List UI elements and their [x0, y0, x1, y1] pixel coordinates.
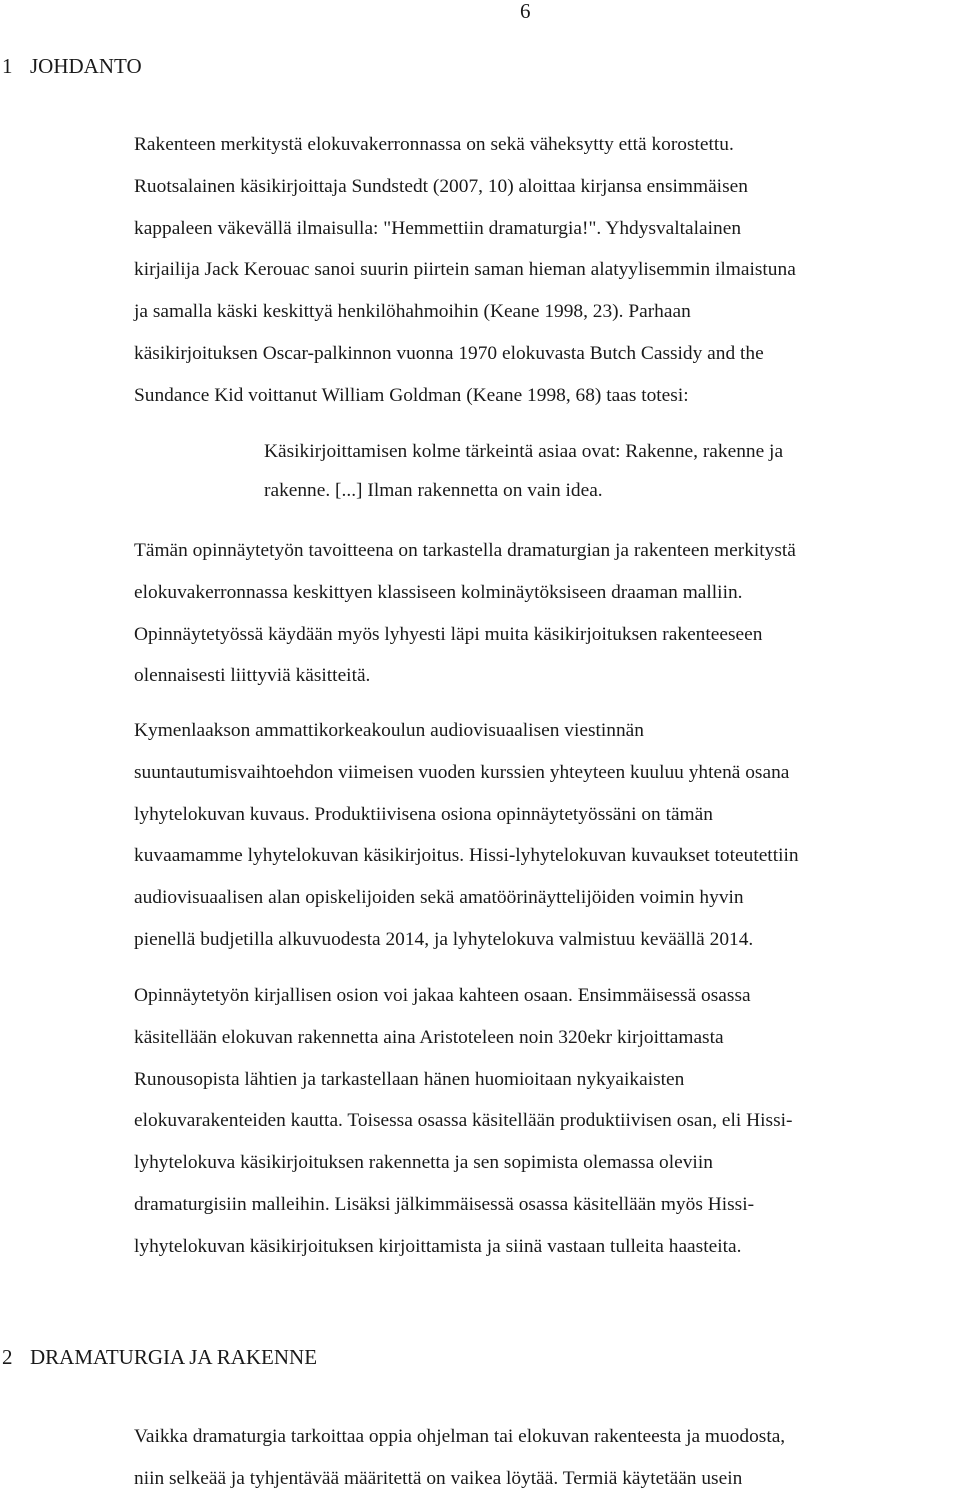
text-line: lyhytelokuva käsikirjoituksen rakennetta ja sen sopimista olemassa oleviin — [134, 1152, 713, 1174]
quote-line: rakenne. [...] Ilman rakennetta on vain idea. — [264, 480, 603, 501]
page-number: 6 — [520, 0, 531, 23]
text-line: käsikirjoituksen Oscar-palkinnon vuonna 1970 elokuvasta Butch Cassidy and the — [134, 342, 764, 364]
text-line: Kymenlaakson ammattikorkeakoulun audiovisuaalisen viestinnän — [134, 720, 644, 741]
text-line: Runousopista lähtien ja tarkastellaan hänen huomioitaan nykyaikaisten — [134, 1068, 685, 1090]
paragraph-intro — [134, 124, 796, 417]
text-line: pienellä budjetilla alkuvuodesta 2014, ja lyhytelokuva valmistuu keväällä 2014. — [134, 928, 754, 950]
section-title: DRAMATURGIA JA RAKENNE — [30, 1345, 318, 1369]
text-line: lyhytelokuvan käsikirjoituksen kirjoittamista ja siinä vastaan tulleita haasteita. — [134, 1235, 742, 1257]
section-heading-dramaturgia — [2, 1344, 317, 1370]
text-line: audiovisuaalisen alan opiskelijoiden sekä amatöörinäyttelijöiden voimin hyvin — [134, 887, 744, 909]
text-line: elokuvarakenteiden kautta. Toisessa osassa käsitellään produktiivisen osan, eli Hissi- — [134, 1110, 793, 1132]
text-line: lyhytelokuvan kuvaus. Produktiivisena osiona opinnäytetyössäni on tämän — [134, 803, 713, 825]
text-line: ja samalla käski keskittyä henkilöhahmoihin (Keane 1998, 23). Parhaan — [134, 301, 691, 323]
text-line: kuvaamamme lyhytelokuvan käsikirjoitus. Hissi-lyhytelokuvan kuvaukset toteutettiin — [134, 845, 799, 867]
text-line: Sundance Kid voittanut William Goldman (Keane 1998, 68) taas totesi: — [134, 384, 689, 406]
text-line: Vaikka dramaturgia tarkoittaa oppia ohjelman tai elokuvan rakenteesta ja muodosta, — [134, 1426, 786, 1447]
text-line: suuntautumisvaihtoehdon viimeisen vuoden kurssien yhteyteen kuuluu yhtenä osana — [134, 761, 790, 783]
text-line: niin selkeää ja tyhjentävää määritettä on vaikea löytää. Termiä käytetään usein — [134, 1467, 743, 1489]
text-line: Ruotsalainen käsikirjoittaja Sundstedt (2007, 10) aloittaa kirjansa ensimmäisen — [134, 175, 748, 197]
text-line: Tämän opinnäytetyön tavoitteena on tarkastella dramaturgian ja rakenteen merkitystä — [134, 540, 796, 561]
text-line: Opinnäytetyön kirjallisen osion voi jakaa kahteen osaan. Ensimmäisessä osassa — [134, 985, 751, 1006]
section-title: JOHDANTO — [30, 54, 142, 78]
text-line: kirjailija Jack Kerouac sanoi suurin piirtein saman hieman alatyylisemmin ilmaistuna — [134, 259, 796, 281]
text-line: elokuvakerronnassa keskittyen klassiseen kolminäytöksiseen draaman malliin. — [134, 581, 743, 603]
section-number: 1 — [2, 54, 13, 78]
text-line: dramaturgisiin malleihin. Lisäksi jälkimmäisessä osassa käsitellään myös Hissi- — [134, 1193, 755, 1215]
text-line: kappaleen väkevällä ilmaisulla: "Hemmettiin dramaturgia!". Yhdysvaltalainen — [134, 217, 742, 239]
text-line: Rakenteen merkitystä elokuvakerronnassa on sekä väheksytty että korostettu. — [134, 134, 734, 155]
text-line: käsitellään elokuvan rakennetta aina Aristoteleen noin 320ekr kirjoittamasta — [134, 1026, 724, 1048]
paragraph-dramaturgy — [134, 1416, 785, 1500]
paragraph-goal — [134, 530, 796, 697]
paragraph-production — [134, 710, 799, 961]
text-line: Opinnäytetyössä käydään myös lyhyesti läpi muita käsikirjoituksen rakenteeseen — [134, 623, 763, 645]
text-line: olennaisesti liittyviä käsitteitä. — [134, 665, 371, 687]
section-heading-johdanto — [2, 53, 142, 79]
section-number: 2 — [2, 1345, 13, 1369]
paragraph-structure — [134, 975, 793, 1268]
block-quote — [264, 432, 783, 510]
quote-line: Käsikirjoittamisen kolme tärkeintä asiaa ovat: Rakenne, rakenne ja — [264, 441, 784, 462]
